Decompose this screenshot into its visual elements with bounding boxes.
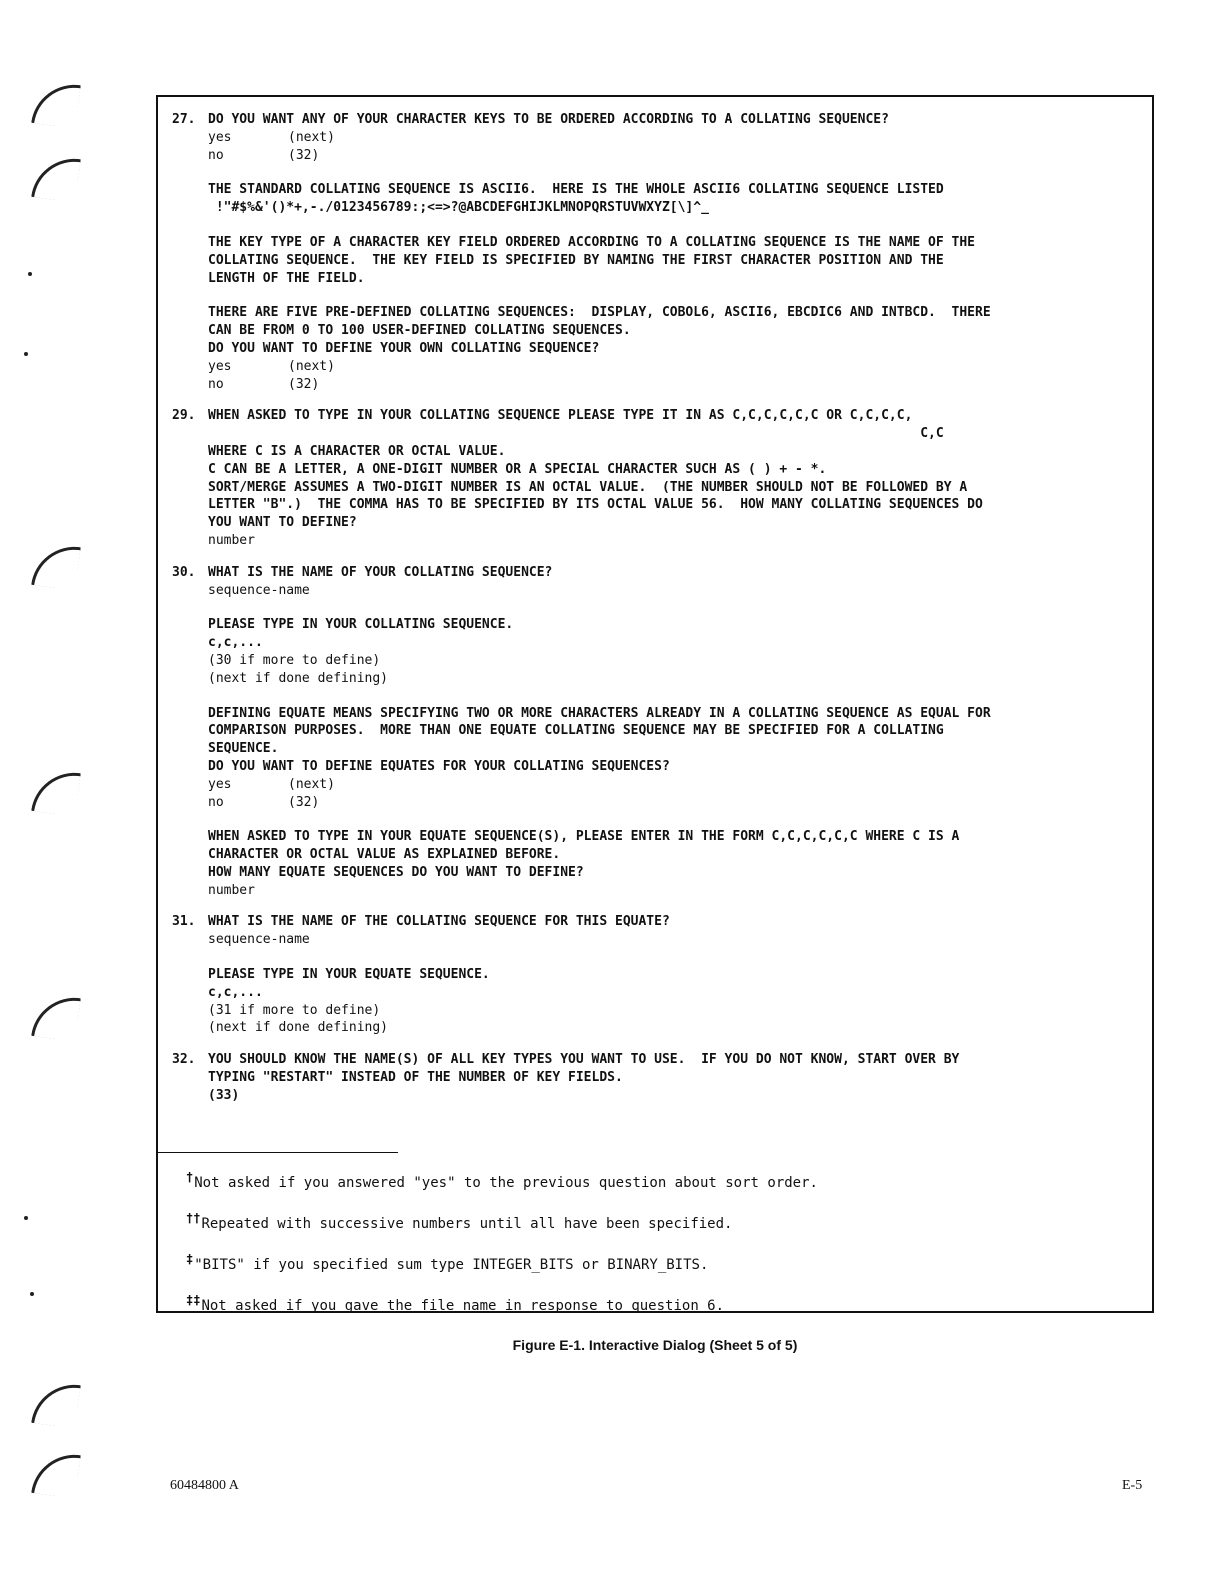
question-number: 30. — [172, 564, 196, 580]
margin-mark — [24, 1216, 28, 1220]
answer-type: number — [208, 532, 255, 548]
ascii6-paragraph: THE STANDARD COLLATING SEQUENCE IS ASCII6. HERE IS THE WHOLE ASCII6 COLLATING SEQUENCE LISTED !"#$%&'()*+,-./0123456789:;<=>?@ABCDEFGHIJKLMNOPQRSTUVWXYZ[\]^_ — [208, 182, 944, 216]
format-text: c,c,... — [208, 984, 263, 1000]
question-text: YOU SHOULD KNOW THE NAME(S) OF ALL KEY TYPES YOU WANT TO USE. IF YOU DO NOT KNOW, START OVER BY TYPING "RESTART" INSTEAD OF THE NUMBER OF KEY FIELDS. (33) — [208, 1052, 960, 1103]
binder-hole-2 — [31, 153, 81, 203]
figure-caption: Figure E-1. Interactive Dialog (Sheet 5 of 5) — [512, 1337, 798, 1353]
binder-hole-7 — [31, 1449, 81, 1499]
question-29 — [172, 407, 1132, 549]
prompt-text: PLEASE TYPE IN YOUR COLLATING SEQUENCE. — [208, 617, 514, 633]
binder-hole-1 — [31, 79, 81, 129]
option-no: no (32) — [208, 147, 320, 163]
question-text: WHAT IS THE NAME OF YOUR COLLATING SEQUENCE? — [208, 564, 553, 580]
option-yes: yes (next) — [208, 358, 335, 374]
question-32 — [172, 1051, 1132, 1104]
option-no: no (32) — [208, 376, 320, 392]
equate-entry-paragraph: WHEN ASKED TO TYPE IN YOUR EQUATE SEQUENCE(S), PLEASE ENTER IN THE FORM C,C,C,C,C,C WHERE C IS A CHARACTER OR OCTAL VALUE AS EXPLAINED BEFORE. HOW MANY EQUATE SEQUENCES DO YOU WANT TO DEFINE? — [208, 829, 960, 880]
key-type-paragraph: THE KEY TYPE OF A CHARACTER KEY FIELD ORDERED ACCORDING TO A COLLATING SEQUENCE IS THE NAME OF THE COLLATING SEQUENCE. THE KEY FIELD IS SPECIFIED BY NAMING THE FIRST CHARACTER POSITION AND THE LENGTH OF THE FIELD. — [208, 234, 976, 286]
binder-hole-6 — [31, 1379, 81, 1429]
question-number: 27. — [172, 112, 196, 127]
question-27 — [172, 111, 1132, 393]
margin-mark — [24, 352, 28, 356]
character-paragraph: WHERE C IS A CHARACTER OR OCTAL VALUE. C CAN BE A LETTER, A ONE-DIGIT NUMBER OR A SPECIAL CHARACTER SUCH AS ( ) + - *. SORT/MERGE ASSUMES A TWO-DIGIT NUMBER IS AN OCTAL VALUE. (THE NUMBER SHOULD NOT BE FOLLOWED BY A LETTER "B".) THE COMMA HAS TO BE SPECIFIED BY ITS OCTAL VALUE 56. HOW MANY COLLATING SEQUENCES DO YOU WANT TO DEFINE? — [208, 443, 983, 531]
question-text: WHAT IS THE NAME OF THE COLLATING SEQUENCE FOR THIS EQUATE? — [208, 914, 670, 930]
equate-paragraph: DEFINING EQUATE MEANS SPECIFYING TWO OR MORE CHARACTERS ALREADY IN A COLLATING SEQUENCE AS EQUAL FOR COMPARISON PURPOSES. MORE THAN ONE EQUATE COLLATING SEQUENCE MAY BE SPECIFIED FOR A COLLATING SEQUENCE. DO YOU WANT TO DEFINE EQUATES FOR YOUR COLLATING SEQUENCES? — [208, 705, 991, 774]
binder-hole-4 — [31, 767, 81, 817]
document-number: 60484800 A — [170, 1478, 239, 1493]
question-number: 31. — [172, 914, 196, 930]
dialog-content — [172, 111, 1132, 1119]
footnote-double-diesis: ‡‡Not asked if you gave the file name in response to question 6. — [186, 1293, 725, 1314]
binder-hole-5 — [31, 992, 81, 1042]
question-number: 29. — [172, 408, 196, 424]
margin-mark — [28, 272, 32, 276]
loop-text: (31 if more to define) (next if done defining) — [208, 1002, 389, 1036]
answer-type: sequence-name — [208, 932, 310, 948]
answer-type: number — [208, 882, 255, 898]
option-yes: yes (next) — [208, 129, 335, 145]
loop-text: (30 if more to define) (next if done defining) — [208, 652, 389, 686]
question-text: DO YOU WANT ANY OF YOUR CHARACTER KEYS TO BE ORDERED ACCORDING TO A COLLATING SEQUENCE? — [208, 112, 889, 127]
page-number: E-5 — [1122, 1478, 1143, 1493]
question-text: WHEN ASKED TO TYPE IN YOUR COLLATING SEQUENCE PLEASE TYPE IT IN AS C,C,C,C,C,C OR C,C,C,C, C,C — [208, 408, 944, 442]
answer-type: sequence-name — [208, 582, 310, 598]
format-text: c,c,... — [208, 635, 263, 651]
option-yes: yes (next) — [208, 776, 335, 792]
footnote-diesis: ‡"BITS" if you specified sum type INTEGER_BITS or BINARY_BITS. — [186, 1252, 709, 1273]
footnote-double-dagger: ††Repeated with successive numbers until all have been specified. — [186, 1211, 733, 1232]
footnote-dagger: †Not asked if you answered "yes" to the previous question about sort order. — [186, 1170, 818, 1191]
footnote-rule — [158, 1152, 398, 1153]
question-number: 32. — [172, 1052, 196, 1068]
margin-mark — [30, 1292, 34, 1296]
question-30 — [172, 564, 1132, 900]
binder-hole-3 — [31, 541, 81, 591]
predefined-paragraph: THERE ARE FIVE PRE-DEFINED COLLATING SEQUENCES: DISPLAY, COBOL6, ASCII6, EBCDIC6 AND INTBCD. THERE CAN BE FROM 0 TO 100 USER-DEFINED COLLATING SEQUENCES. DO YOU WANT TO DEFINE YOUR OWN COLLATING SEQUENCE? — [208, 305, 991, 356]
question-31 — [172, 913, 1132, 1037]
footnotes — [186, 1168, 818, 1332]
prompt-text: PLEASE TYPE IN YOUR EQUATE SEQUENCE. — [208, 967, 490, 983]
option-no: no (32) — [208, 794, 320, 810]
